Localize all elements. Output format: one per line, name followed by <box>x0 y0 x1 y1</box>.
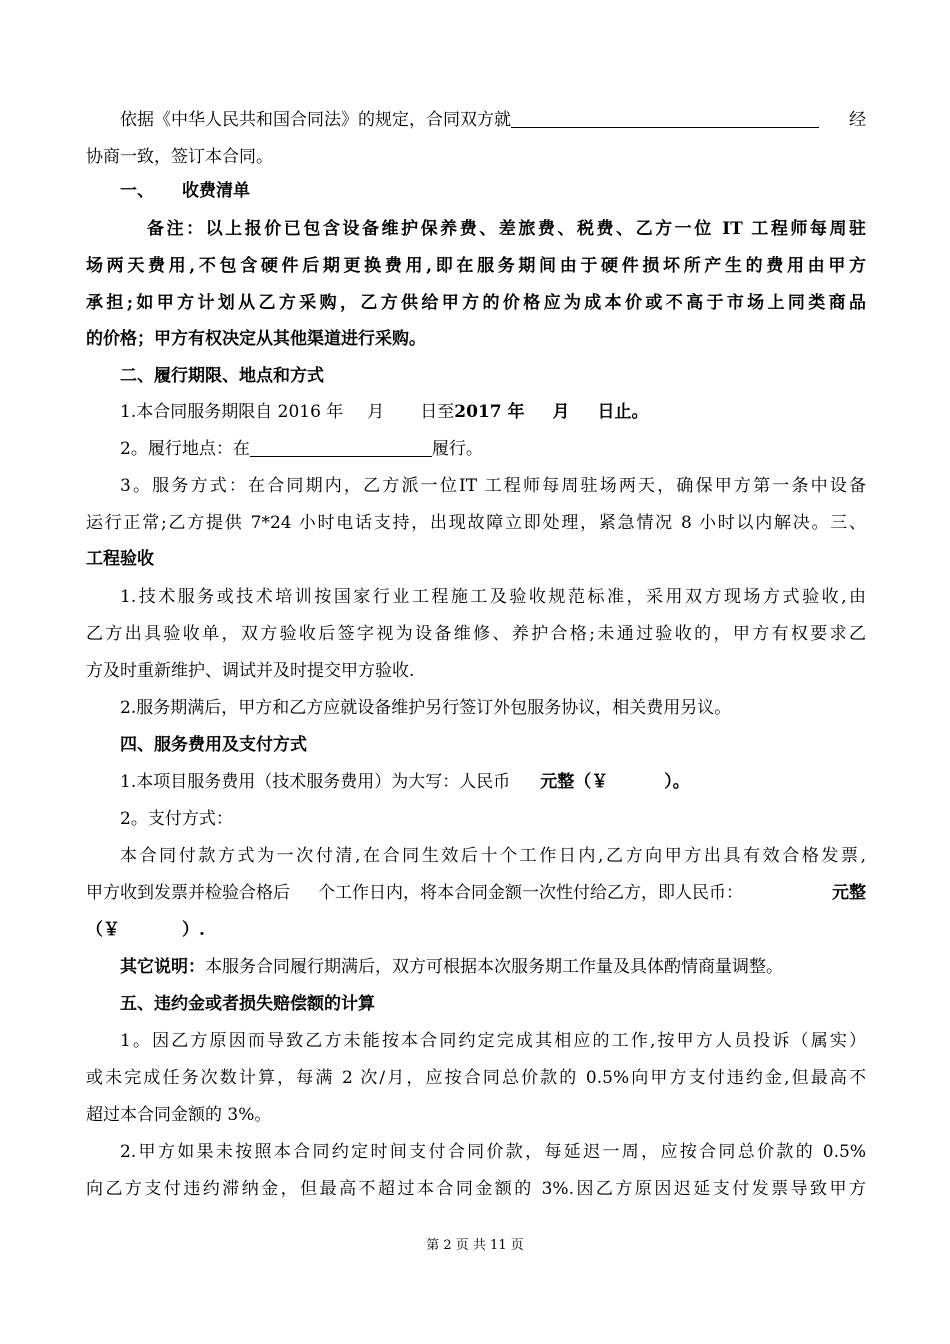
acceptance-line-1: 1.技术服务或技术培训按国家行业工程施工及验收规范标准，采用双方现场方式验收,由 <box>120 587 866 607</box>
payment-amount-unit: 元整 <box>832 883 866 903</box>
note-line-2: 场两天费用,不包含硬件后期更换费用,即在服务期间由于硬件损坏所产生的费用由甲方 <box>86 256 866 276</box>
late-fee-line-2: 向乙方支付违约滞纳金，但最高不超过本合同金额的 3%.因乙方原因迟延支付发票导致甲方 <box>86 1179 866 1199</box>
section4-heading: 四、服务费用及支付方式 <box>120 735 307 755</box>
payment-text-b: 个工作日内，将本合同金额一次性付给乙方，即人民币： <box>318 883 743 903</box>
note-text: 以上报价已包含设备维护保养费、差旅费、税费、乙方一位 IT 工程师每周驻 <box>205 219 866 239</box>
term-start-year: 1.本合同服务期限自 2016 年 <box>120 402 344 422</box>
section5-heading: 五、违约金或者损失赔偿额的计算 <box>120 994 375 1014</box>
penalty-line-1: 1。因乙方原因而导致乙方未能按本合同约定完成其相应的工作,按甲方人员投诉（属实） <box>120 1031 866 1051</box>
intro-text: 依据《中华人民共和国合同法》的规定，合同双方就 <box>120 110 511 130</box>
penalty-line-2: 或未完成任务次数计算，每满 2 次/月，应按合同总价款的 0.5%向甲方支付违约金,但最高不 <box>86 1068 866 1088</box>
acceptance-line-2: 乙方出具验收单，双方验收后签字视为设备维修、养护合格;未通过验收的，甲方有权要求乙 <box>86 624 866 644</box>
section3-heading: 工程验收 <box>86 549 154 569</box>
other-note-text: 本服务合同履行期满后，双方可根据本次服务期工作量及具体酌情商量调整。 <box>205 957 783 977</box>
payment-text-a: 甲方收到发票并检验合格后 <box>86 883 290 903</box>
section1-number: 一、 <box>120 181 154 201</box>
payment-line-1: 本合同付款方式为一次付清,在合同生效后十个工作日内,乙方向甲方出具有效合格发票, <box>120 846 866 866</box>
term-start-day: 日至 <box>420 402 455 422</box>
other-note-line <box>120 955 866 979</box>
note-line-3: 承担;如甲方计划从乙方采购，乙方供给甲方的价格应为成本价或不高于市场上同类商品 <box>86 293 866 313</box>
payment-close: ）. <box>182 920 205 940</box>
service-line-1: 3。服务方式：在合同期内，乙方派一位IT 工程师每周驻场两天，确保甲方第一条中设备 <box>120 476 866 496</box>
term-end-day: 日止。 <box>597 402 649 422</box>
acceptance-line-3: 方及时重新维护、调试并及时提交甲方验收. <box>86 661 415 681</box>
renewal-line: 2.服务期满后，甲方和乙方应就设备维护另行签订外包服务协议，相关费用另议。 <box>120 698 732 718</box>
section2-heading: 二、履行期限、地点和方式 <box>120 366 324 386</box>
section1-title: 收费清单 <box>182 181 250 201</box>
note-line-1 <box>147 217 866 241</box>
intro-line-1 <box>120 108 866 132</box>
fee-close: ）。 <box>664 772 690 792</box>
other-note-label: 其它说明： <box>120 957 205 977</box>
term-line <box>120 400 866 424</box>
term-end-month: 月 <box>552 402 570 422</box>
page-footer: 第 2 页 共 11 页 <box>426 1238 524 1253</box>
term-start-month: 月 <box>367 402 385 422</box>
late-fee-line-1: 2.甲方如果未按照本合同约定时间支付合同价款，每延迟一周，应按合同总价款的 0.5% <box>120 1142 866 1162</box>
intro-suffix: 经 <box>849 110 866 130</box>
location-blank <box>250 438 432 457</box>
term-end-year: 2017 年 <box>454 402 525 422</box>
location-label: 2。履行地点：在 <box>120 439 250 459</box>
service-line-2: 运行正常;乙方提供 7*24 小时电话支持，出现故障立即处理，紧急情况 8 小时以内解决。三、 <box>86 513 866 533</box>
location-line <box>120 437 866 461</box>
payment-yen: （￥ <box>86 920 120 940</box>
payment-method-label: 2。支付方式： <box>120 809 233 829</box>
section1-heading <box>120 179 866 203</box>
fee-line <box>120 770 866 794</box>
fee-label: 1.本项目服务费用（技术服务费用）为大写：人民币 <box>120 772 511 792</box>
note-label: 备注： <box>147 219 206 239</box>
fee-amount-unit: 元整（￥ <box>540 772 609 792</box>
intro-line-2: 协商一致，签订本合同。 <box>86 147 273 167</box>
payment-line-2 <box>86 881 866 905</box>
subject-blank <box>511 109 819 128</box>
note-line-4: 的价格；甲方有权决定从其他渠道进行采购。 <box>86 329 426 349</box>
payment-line-3 <box>86 918 866 942</box>
location-suffix: 履行。 <box>431 439 483 459</box>
penalty-line-3: 超过本合同金额的 3%。 <box>86 1105 272 1125</box>
